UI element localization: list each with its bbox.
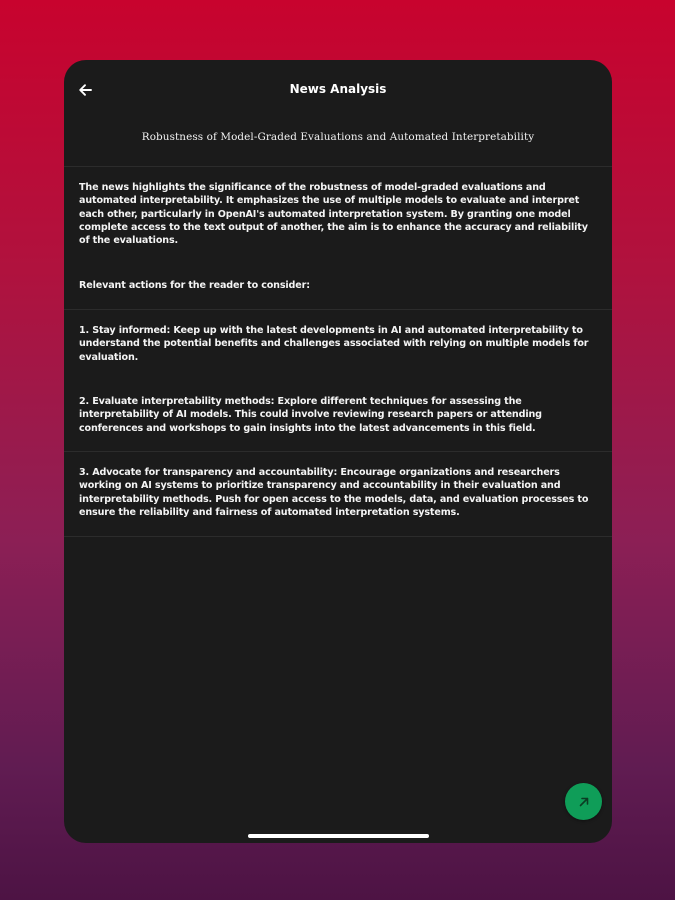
action-item-3: 3. Advocate for transparency and accountability: Encourage organizations and researchers working on AI systems to prioritize transparency and accountability in their evaluation and interpretability methods. Push for open access to the models, data, and evaluation processes to ensure the reliability and fairness of automated interpretation systems. xyxy=(79,467,589,518)
open-article-button[interactable] xyxy=(565,783,602,820)
article-title: Robustness of Model-Graded Evaluations and Automated Interpretability xyxy=(141,131,535,143)
app-bar xyxy=(64,60,612,120)
divider xyxy=(64,451,612,452)
divider xyxy=(64,536,612,537)
divider xyxy=(64,166,612,167)
home-indicator[interactable] xyxy=(248,834,429,838)
page-title: News Analysis xyxy=(289,82,387,96)
arrow-up-right-icon xyxy=(577,795,591,809)
app-screen xyxy=(64,60,612,843)
actions-heading: Relevant actions for the reader to consider: xyxy=(79,280,310,291)
action-item-1: 1. Stay informed: Keep up with the latest developments in AI and automated interpretability to understand the potential benefits and challenges associated with relying on multiple models for evaluation. xyxy=(79,325,589,363)
action-item-2: 2. Evaluate interpretability methods: Explore different techniques for assessing the interpretability of AI models. This could involve reviewing research papers or attending conferences and workshops to gain insights into the latest advancements in this field. xyxy=(79,396,542,434)
article-summary: The news highlights the significance of the robustness of model-graded evaluations and automated interpretability. It emphasizes the use of multiple models to evaluate and interpret each other, particularly in OpenAI's automated interpretation system. By granting one model complete access to the text output of another, the aim is to enhance the accuracy and reliability of the evaluations. xyxy=(79,182,588,247)
divider xyxy=(64,309,612,310)
